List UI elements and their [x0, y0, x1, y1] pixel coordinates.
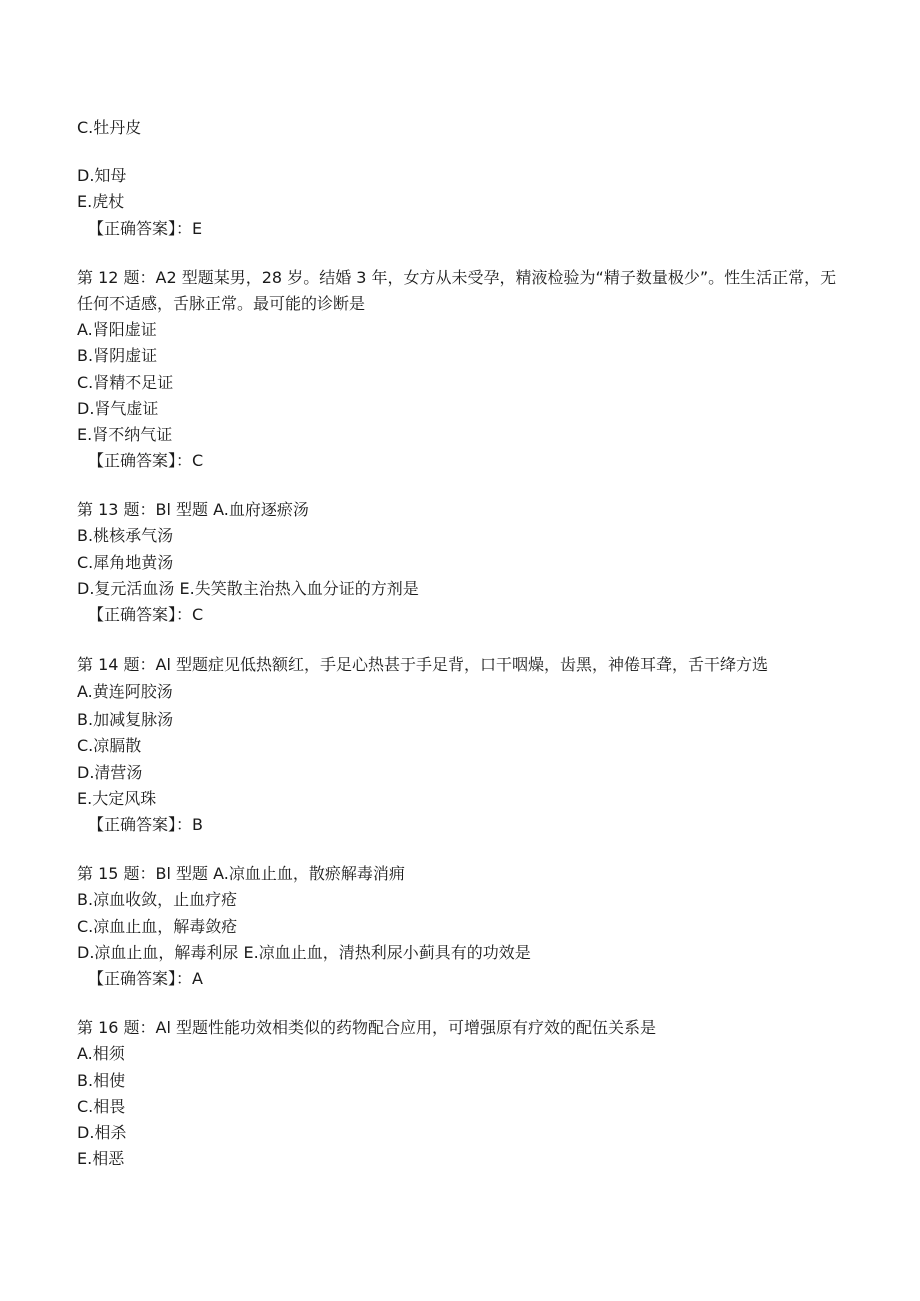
option-a: A.黄连阿胶汤	[77, 682, 173, 701]
option-b: B.肾阴虚证	[77, 346, 158, 365]
option-b: B.相使	[77, 1071, 126, 1090]
option-a: A.相须	[77, 1044, 125, 1063]
question-16-text: 第 16 题：Al 型题性能功效相类似的药物配合应用，可增强原有疗效的配伍关系是	[77, 1018, 657, 1037]
option-d: D.知母	[77, 166, 127, 185]
question-15-text: 第 15 题：Bl 型题 A.凉血止血，散瘀解毒消痈	[77, 864, 405, 883]
option-c: C.肾精不足证	[77, 373, 174, 392]
correct-answer: 【正确答案】：A	[88, 969, 203, 988]
option-e: E.虎杖	[77, 192, 125, 211]
option-d: D.肾气虚证	[77, 399, 159, 418]
option-e: E.大定风珠	[77, 789, 157, 808]
option-b: B.凉血收敛，止血疗疮	[77, 890, 238, 909]
option-c: C.相畏	[77, 1097, 126, 1116]
correct-answer: 【正确答案】：C	[88, 451, 204, 470]
option-b: B.加减复脉汤	[77, 710, 174, 729]
option-c: C.犀角地黄汤	[77, 553, 174, 572]
option-c: C.凉血止血，解毒敛疮	[77, 917, 238, 936]
option-a: A.肾阳虚证	[77, 320, 157, 339]
option-d: D.清营汤	[77, 763, 143, 782]
option-e: E.相恶	[77, 1149, 125, 1168]
question-14-text: 第 14 题：Al 型题症见低热额红，手足心热甚于手足背，口干咽燥，齿黑，神倦耳聋，舌干绛方选	[77, 655, 769, 674]
correct-answer: 【正确答案】：C	[88, 605, 204, 624]
option-d-e: D.复元活血汤 E.失笑散主治热入血分证的方剂是	[77, 579, 419, 598]
correct-answer: 【正确答案】：E	[88, 219, 203, 238]
option-d: D.相杀	[77, 1123, 127, 1142]
option-e: E.肾不纳气证	[77, 425, 173, 444]
option-c: C.凉膈散	[77, 736, 142, 755]
option-d-e: D.凉血止血，解毒利尿 E.凉血止血，清热利尿小蓟具有的功效是	[77, 943, 531, 962]
question-12-text: 第 12 题：A2 型题某男，28 岁。结婚 3 年，女方从未受孕，精液检验为“精子数量极少”。性生活正常，无任何不适感，舌脉正常。最可能的诊断是	[77, 268, 837, 313]
correct-answer: 【正确答案】：B	[88, 815, 203, 834]
option-c: C.牡丹皮	[77, 118, 142, 137]
option-b: B.桃核承气汤	[77, 526, 174, 545]
question-13-text: 第 13 题：Bl 型题 A.血府逐瘀汤	[77, 500, 309, 519]
